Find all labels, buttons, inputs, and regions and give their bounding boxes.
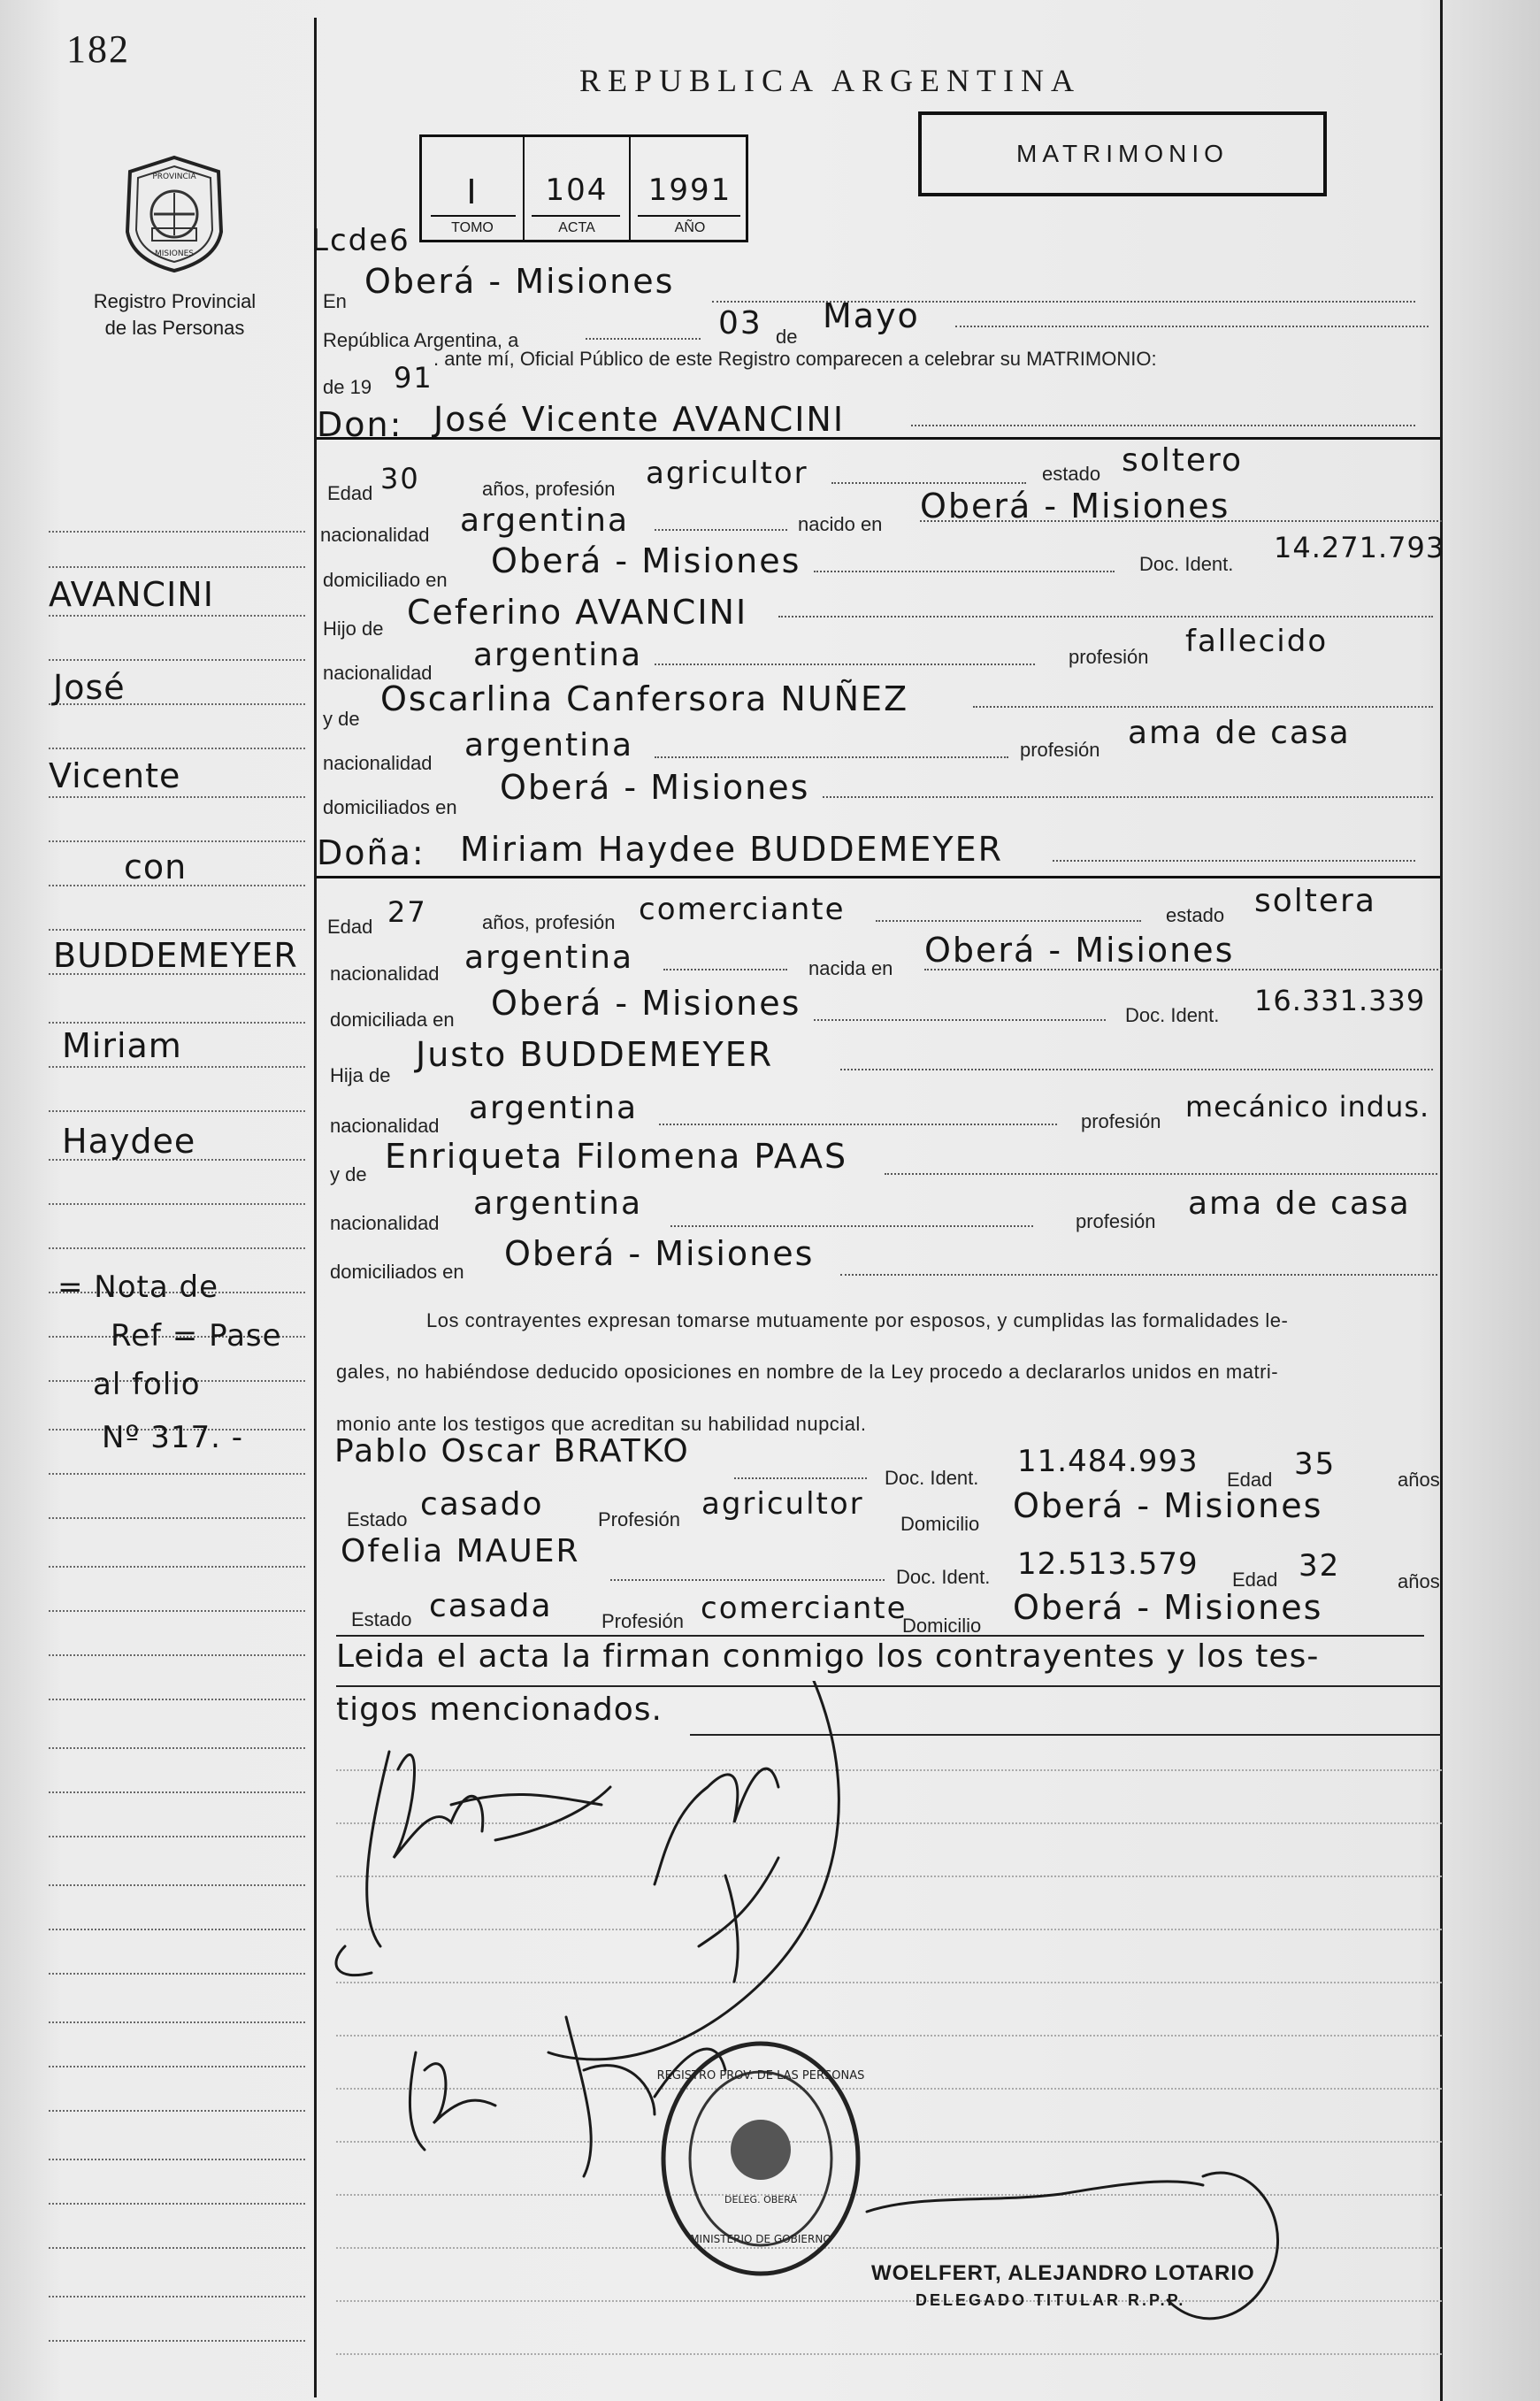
margin-first1: José — [53, 668, 126, 707]
margin-bride-first1: Miriam — [62, 1026, 182, 1065]
en-label: En — [323, 290, 347, 312]
bride-address: Oberá - Misiones — [491, 984, 801, 1023]
witness2-doc: 12.513.579 — [1017, 1546, 1199, 1582]
page-number: 182 — [66, 27, 130, 71]
groom-mother-nat-label: nacionalidad — [323, 752, 433, 774]
groom-mother-profession: ama de casa — [1128, 715, 1351, 751]
groom-y-de-label: y de — [323, 708, 360, 730]
groom-nacido-label: nacido en — [798, 513, 883, 535]
bride-anos-label: años, profesión — [482, 911, 616, 933]
groom-father: Ceferino AVANCINI — [407, 593, 748, 632]
bride-estado-label: estado — [1166, 904, 1225, 926]
witness1-doc-label: Doc. Ident. — [885, 1467, 979, 1489]
ano-label: AÑO — [674, 220, 706, 235]
bride-father-nat-label: nacionalidad — [330, 1115, 440, 1137]
tomo-value: I — [466, 173, 479, 211]
svg-text:REGISTRO PROV. DE LAS PERSONAS: REGISTRO PROV. DE LAS PERSONAS — [656, 2069, 865, 2083]
bride-father: Justo BUDDEMEYER — [416, 1035, 774, 1074]
bride-status: soltera — [1254, 883, 1376, 919]
groom-mother-nationality: argentina — [464, 727, 634, 763]
official-name: WOELFERT, ALEJANDRO LOTARIO — [871, 2261, 1255, 2285]
witness1-profession: agricultor — [701, 1486, 864, 1522]
bride-hija-label: Hija de — [330, 1064, 391, 1086]
bride-nationality-label: nacionalidad — [330, 963, 440, 985]
groom-profession: agricultor — [646, 456, 808, 491]
groom-age: 30 — [380, 462, 420, 495]
witness2-name: Ofelia MAUER — [341, 1533, 580, 1569]
bride-domicilio-label: domiciliada en — [330, 1009, 455, 1031]
witness1-address: Oberá - Misiones — [1013, 1486, 1323, 1525]
bride-parents-address: Oberá - Misiones — [504, 1234, 815, 1273]
provincial-seal-icon — [117, 152, 232, 276]
witness2-dom-label: Domicilio — [902, 1615, 982, 1637]
closing-line2: tigos mencionados. — [336, 1691, 663, 1728]
bride-mother-prof-label: profesión — [1076, 1210, 1156, 1232]
svg-text:MISIONES: MISIONES — [154, 249, 195, 258]
bride-edad-label: Edad — [327, 916, 373, 938]
country-title: REPUBLICA ARGENTINA — [579, 63, 1082, 98]
bride-parents-dom-label: domiciliados en — [330, 1261, 464, 1283]
groom-name: José Vicente AVANCINI — [433, 400, 846, 439]
groom-address: Oberá - Misiones — [491, 541, 801, 580]
margin-divider — [314, 18, 317, 2397]
margin-bride-surname: BUDDEMEYER — [53, 936, 298, 975]
groom-father-prof-label: profesión — [1069, 646, 1149, 668]
witness1-name: Pablo Oscar BRATKO — [334, 1433, 690, 1469]
margin-note4: Nº 317. - — [102, 1420, 244, 1455]
bride-nationality: argentina — [464, 940, 634, 976]
witness1-doc: 11.484.993 — [1017, 1444, 1199, 1479]
bride-mother-nationality: argentina — [473, 1185, 643, 1222]
bride-y-de-label: y de — [330, 1163, 367, 1185]
bride-mother: Enriqueta Filomena PAAS — [385, 1137, 848, 1176]
margin-first2: Vicente — [49, 756, 181, 795]
act-year: 91 — [394, 361, 433, 395]
bride-mother-profession: ama de casa — [1188, 1185, 1411, 1222]
witness2-edad-label: Edad — [1232, 1569, 1278, 1591]
ano-value: 1991 — [647, 173, 732, 208]
act-place: Oberá - Misiones — [364, 262, 675, 301]
groom-estado-label: estado — [1042, 463, 1101, 485]
groom-mother: Oscarlina Canfersora NUÑEZ — [380, 679, 909, 718]
groom-edad-label: Edad — [327, 482, 373, 504]
witness1-edad-label: Edad — [1227, 1469, 1273, 1491]
margin-con: con — [124, 848, 188, 886]
de-label: de — [776, 326, 798, 348]
acta-label: ACTA — [558, 220, 595, 235]
bride-doc-label: Doc. Ident. — [1125, 1004, 1220, 1026]
official-stamp-icon — [655, 2035, 867, 2282]
witness2-profession: comerciante — [701, 1591, 908, 1626]
svg-text:MINISTERIO DE GOBIERNO: MINISTERIO DE GOBIERNO — [690, 2233, 831, 2245]
groom-father-nat-label: nacionalidad — [323, 662, 433, 684]
header-note: Lcde6 — [311, 223, 410, 258]
svg-text:DELEG. OBERÁ: DELEG. OBERÁ — [724, 2194, 797, 2205]
witness1-status: casado — [420, 1486, 544, 1523]
witness1-prof-label: Profesión — [598, 1508, 680, 1530]
groom-domicilio-label: domiciliado en — [323, 569, 448, 591]
act-month: Mayo — [823, 296, 920, 335]
bride-profession: comerciante — [639, 892, 846, 927]
groom-mother-prof-label: profesión — [1020, 739, 1100, 761]
bride-age: 27 — [387, 895, 427, 929]
witness2-address: Oberá - Misiones — [1013, 1588, 1323, 1627]
groom-nationality-label: nacionalidad — [320, 524, 430, 546]
groom-doc-label: Doc. Ident. — [1139, 553, 1234, 575]
declaration-line1: Los contrayentes expresan tomarse mutuamente por esposos, y cumplidas las formalidades le- — [426, 1309, 1289, 1331]
witness2-doc-label: Doc. Ident. — [896, 1566, 991, 1588]
registry-name-line2: de las Personas — [104, 317, 245, 339]
bride-father-profession: mecánico indus. — [1185, 1090, 1430, 1124]
witness2-age: 32 — [1299, 1548, 1341, 1584]
year-prefix: de 19 — [323, 376, 372, 398]
witness2-prof-label: Profesión — [601, 1610, 684, 1632]
groom-doc: 14.271.793 — [1274, 531, 1445, 564]
witness1-estado-label: Estado — [347, 1508, 408, 1530]
witness1-age: 35 — [1294, 1446, 1337, 1482]
witness2-anos-label: años — [1398, 1570, 1440, 1592]
groom-nationality: argentina — [460, 502, 630, 539]
groom-father-nationality: argentina — [473, 637, 643, 673]
groom-birthplace: Oberá - Misiones — [920, 487, 1230, 525]
witness1-anos-label: años — [1398, 1469, 1440, 1491]
bride-nacido-label: nacida en — [808, 957, 893, 979]
margin-note3: al folio — [93, 1367, 201, 1402]
groom-anos-label: años, profesión — [482, 478, 616, 500]
bride-title: Doña: — [317, 833, 425, 872]
groom-status: soltero — [1122, 442, 1244, 479]
bride-name: Miriam Haydee BUDDEMEYER — [460, 830, 1004, 869]
witness2-estado-label: Estado — [351, 1608, 412, 1630]
act-type-box — [918, 111, 1327, 196]
margin-surname: AVANCINI — [49, 575, 214, 614]
groom-hijo-label: Hijo de — [323, 618, 384, 640]
margin-note1: = Nota de — [57, 1270, 219, 1305]
declaration-line2: gales, no habiéndose deducido oposiciones en nombre de la Ley procedo a declararlos unidos en matri- — [336, 1361, 1279, 1383]
declaration-line3: monio ante los testigos que acreditan su habilidad nupcial. — [336, 1413, 867, 1435]
groom-title: Don: — [317, 405, 403, 444]
margin-note2: Ref = Pase — [111, 1318, 282, 1354]
bride-father-nationality: argentina — [469, 1090, 639, 1126]
republica-label: República Argentina, a — [323, 329, 519, 351]
tomo-label: TOMO — [451, 220, 494, 235]
official-title: DELEGADO TITULAR R.P.P. — [916, 2291, 1186, 2309]
witness1-dom-label: Domicilio — [900, 1513, 980, 1535]
act-type-label: MATRIMONIO — [1016, 140, 1229, 167]
bride-birthplace: Oberá - Misiones — [924, 931, 1235, 970]
bride-doc: 16.331.339 — [1254, 984, 1426, 1017]
registry-reference-box — [419, 134, 748, 242]
acta-value: 104 — [545, 173, 609, 208]
groom-parents-address: Oberá - Misiones — [500, 768, 810, 807]
closing-line1: Leida el acta la firman conmigo los contrayentes y los tes- — [336, 1638, 1320, 1675]
act-day: 03 — [718, 305, 762, 341]
witness2-status: casada — [429, 1588, 553, 1624]
margin-bride-first2: Haydee — [62, 1122, 196, 1161]
act-intro-text: . ante mí, Oficial Público de este Registro comparecen a celebrar su MATRIMONIO: — [433, 348, 1157, 370]
groom-parents-dom-label: domiciliados en — [323, 796, 457, 818]
bride-father-prof-label: profesión — [1081, 1110, 1161, 1132]
bride-mother-nat-label: nacionalidad — [330, 1212, 440, 1234]
registry-name-line1: Registro Provincial — [93, 290, 257, 312]
groom-father-profession: fallecido — [1185, 624, 1329, 659]
svg-text:PROVINCIA: PROVINCIA — [152, 173, 196, 181]
